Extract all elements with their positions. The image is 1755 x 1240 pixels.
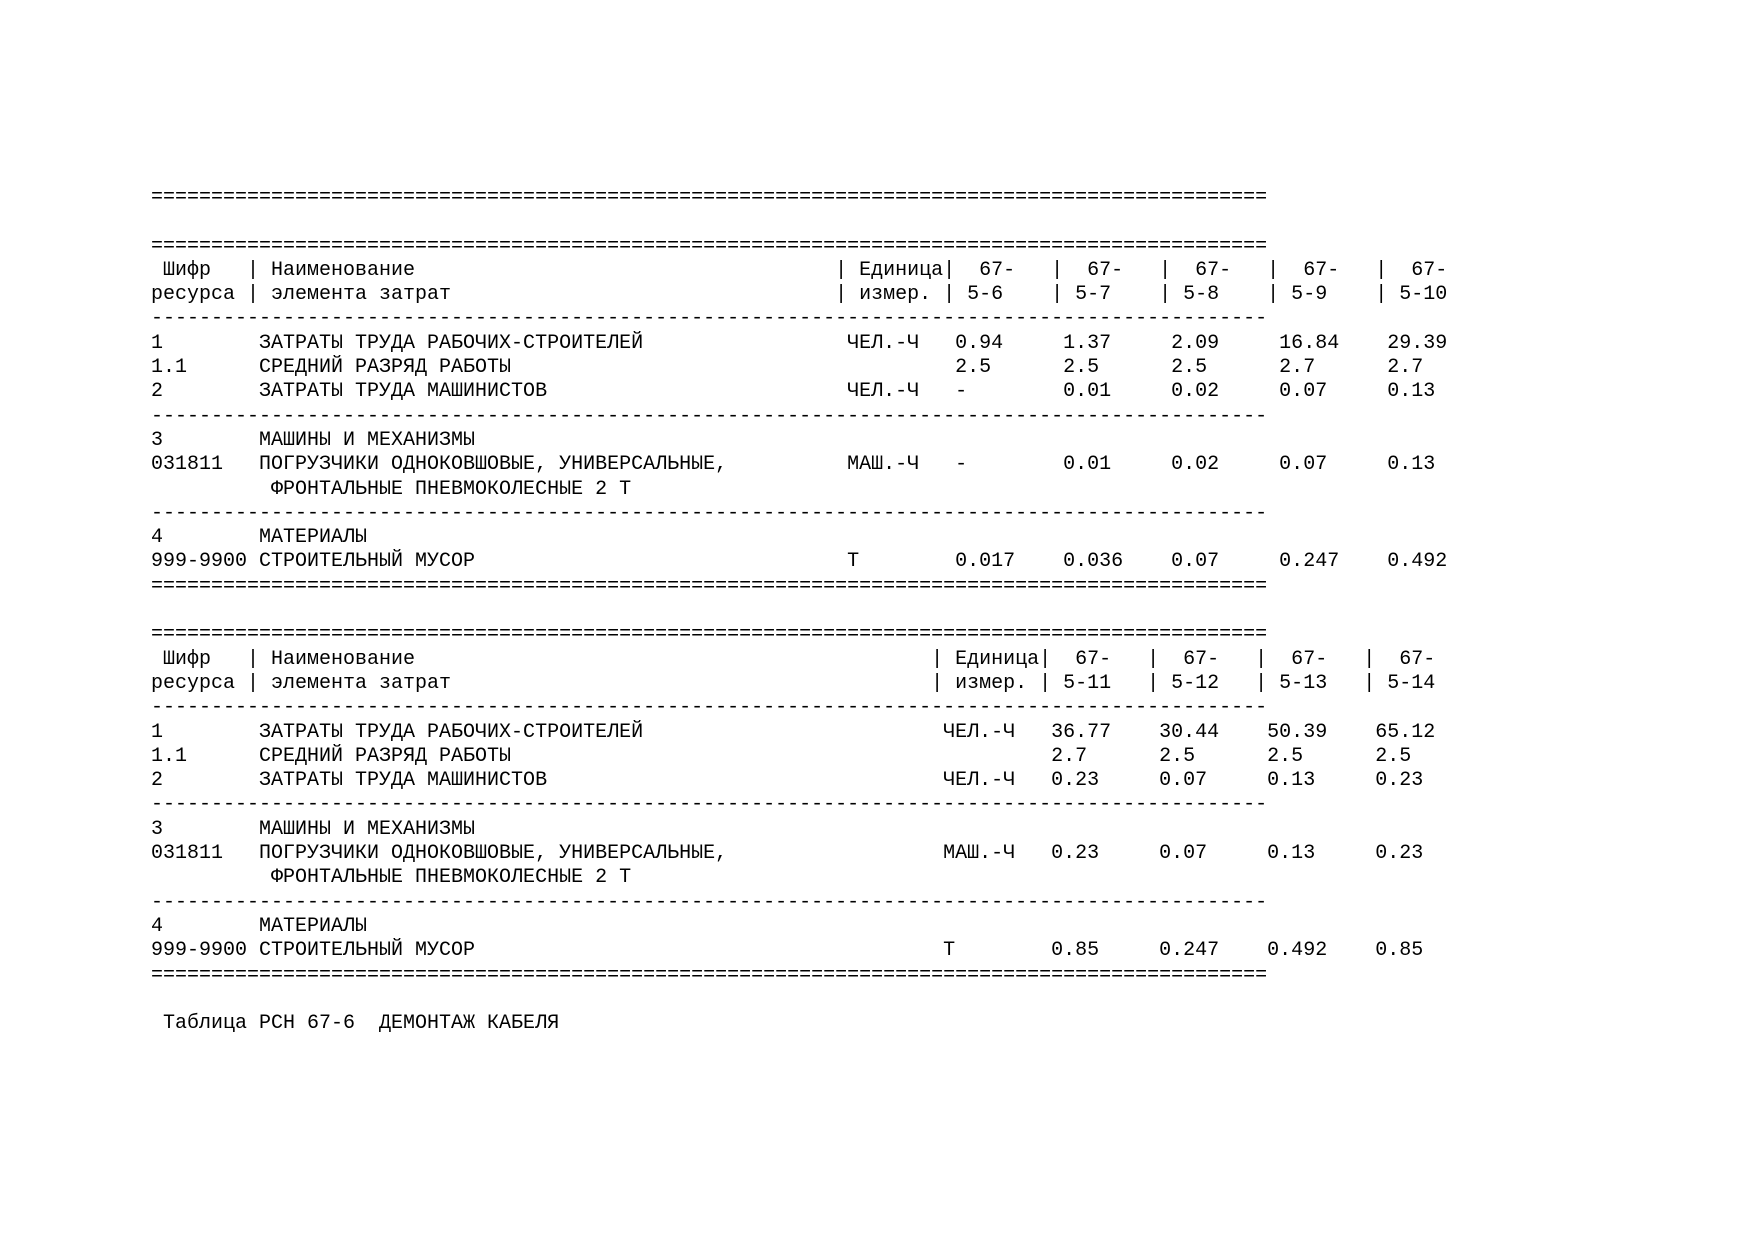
- table2-row-labor-workers: 1 ЗАТРАТЫ ТРУДА РАБОЧИХ-СТРОИТЕЛЕЙ ЧЕЛ.-Ч 36.77 30.44 50.39 65.12: [151, 720, 1436, 744]
- document-page: [151, 186, 1447, 1036]
- table1-row-labor-workers: 1 ЗАТРАТЫ ТРУДА РАБОЧИХ-СТРОИТЕЛЕЙ ЧЕЛ.-Ч 0.94 1.37 2.09 16.84 29.39: [151, 331, 1448, 355]
- table1-row-machines-heading: 3 МАШИНЫ И МЕХАНИЗМЫ: [151, 428, 476, 452]
- table2-bottom-rule: =============================================================================================: [151, 963, 1268, 987]
- table-caption: Таблица РСН 67-6 ДЕМОНТАЖ КАБЕЛЯ: [151, 1012, 560, 1036]
- table2-header-rule: =============================================================================================: [151, 623, 1268, 647]
- table1-header-row-1: Шифр | Наименование | Единица| 67- | 67- | 67- | 67- | 67-: [151, 258, 1448, 282]
- table2-row-debris: 999-9900 СТРОИТЕЛЬНЫЙ МУСОР Т 0.85 0.247 0.492 0.85: [151, 939, 1424, 963]
- table2-row-loaders: 031811 ПОГРУЗЧИКИ ОДНОКОВШОВЫЕ, УНИВЕРСАЛЬНЫЕ, МАШ.-Ч 0.23 0.07 0.13 0.23: [151, 842, 1424, 866]
- table1-row-labor-machinists: 2 ЗАТРАТЫ ТРУДА МАШИНИСТОВ ЧЕЛ.-Ч - 0.01 0.02 0.07 0.13: [151, 380, 1436, 404]
- table1-bottom-rule: =============================================================================================: [151, 574, 1268, 598]
- table1-top-rule: =============================================================================================: [151, 186, 1268, 209]
- table2-row-machines-heading: 3 МАШИНЫ И МЕХАНИЗМЫ: [151, 817, 476, 841]
- table1-row-debris: 999-9900 СТРОИТЕЛЬНЫЙ МУСОР Т 0.017 0.036 0.07 0.247 0.492: [151, 550, 1448, 574]
- table1-section-divider: ---------------------------------------------------------------------------------------------: [151, 404, 1268, 428]
- table1-row-avg-grade: 1.1 СРЕДНИЙ РАЗРЯД РАБОТЫ 2.5 2.5 2.5 2.7 2.7: [151, 356, 1424, 380]
- table2-row-loaders-cont: ФРОНТАЛЬНЫЕ ПНЕВМОКОЛЕСНЫЕ 2 Т: [151, 866, 632, 890]
- table1-row-loaders-cont: ФРОНТАЛЬНЫЕ ПНЕВМОКОЛЕСНЫЕ 2 Т: [151, 477, 632, 501]
- table2-section-divider: ---------------------------------------------------------------------------------------------: [151, 890, 1268, 914]
- table2-section-divider: ---------------------------------------------------------------------------------------------: [151, 793, 1268, 817]
- table1-header-divider: ---------------------------------------------------------------------------------------------: [151, 307, 1268, 331]
- table2-header-row-2: ресурса | элемента затрат | измер. | 5-11 | 5-12 | 5-13 | 5-14: [151, 671, 1436, 695]
- table2-row-avg-grade: 1.1 СРЕДНИЙ РАЗРЯД РАБОТЫ 2.7 2.5 2.5 2.5: [151, 744, 1412, 768]
- table1-header-rule: =============================================================================================: [151, 234, 1268, 258]
- table1-row-loaders: 031811 ПОГРУЗЧИКИ ОДНОКОВШОВЫЕ, УНИВЕРСАЛЬНЫЕ, МАШ.-Ч - 0.01 0.02 0.07 0.13: [151, 453, 1436, 477]
- blank-line: [151, 988, 1447, 1012]
- table2-row-labor-machinists: 2 ЗАТРАТЫ ТРУДА МАШИНИСТОВ ЧЕЛ.-Ч 0.23 0.07 0.13 0.23: [151, 769, 1424, 793]
- table2-header-row-1: Шифр | Наименование | Единица| 67- | 67- | 67- | 67-: [151, 647, 1436, 671]
- table1-row-materials-heading: 4 МАТЕРИАЛЫ: [151, 526, 368, 550]
- table1-header-row-2: ресурса | элемента затрат | измер. | 5-6 | 5-7 | 5-8 | 5-9 | 5-10: [151, 283, 1448, 307]
- table1-section-divider: ---------------------------------------------------------------------------------------------: [151, 501, 1268, 525]
- table2-row-materials-heading: 4 МАТЕРИАЛЫ: [151, 914, 368, 938]
- blank-line: [151, 210, 1447, 234]
- table2-header-divider: ---------------------------------------------------------------------------------------------: [151, 696, 1268, 720]
- blank-line: [151, 599, 1447, 623]
